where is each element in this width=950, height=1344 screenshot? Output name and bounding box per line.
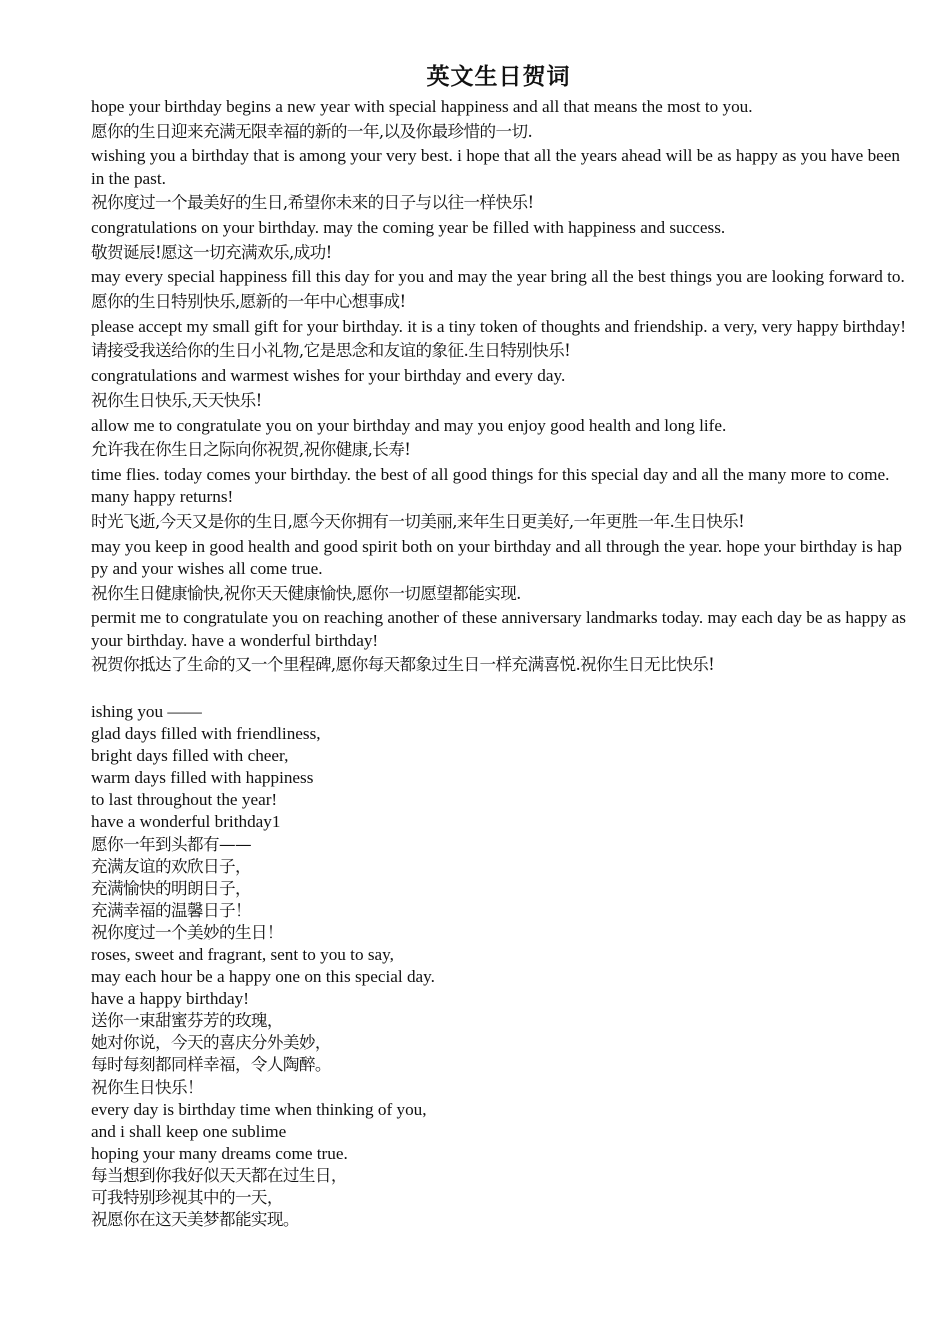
poem-line: 充满幸福的温馨日子！ xyxy=(91,900,251,920)
paragraph-en: may every special happiness fill this day for you and may the year bring all the best things you are looking forward to. xyxy=(91,267,905,287)
paragraph-zh: 祝你生日健康愉快,祝你天天健康愉快,愿你一切愿望都能实现. xyxy=(91,583,521,603)
paragraph-list xyxy=(91,96,906,677)
poem-line: to last throughout the year! xyxy=(91,790,278,810)
poem-line: 可我特别珍视其中的一天， xyxy=(91,1188,283,1207)
document-page xyxy=(91,58,906,1231)
poem-section xyxy=(91,701,906,1231)
paragraph-zh: 允许我在你生日之际向你祝贺,祝你健康,长寿! xyxy=(91,440,411,460)
paragraph-en: hope your birthday begins a new year with special happiness and all that means the most to you. xyxy=(91,97,753,116)
poem-line: ishing you —— xyxy=(91,701,202,721)
paragraph-zh: 愿你的生日特别快乐,愿新的一年中心想事成! xyxy=(91,292,406,312)
poem-line: 送你一束甜蜜芬芳的玫瑰， xyxy=(91,1011,283,1031)
poem-line: glad days filled with friendliness, xyxy=(91,724,321,744)
paragraph-zh: 祝你生日快乐,天天快乐! xyxy=(91,390,262,410)
poem-line: 祝你生日快乐！ xyxy=(91,1077,203,1097)
poem-line: 祝愿你在这天美梦都能实现。 xyxy=(91,1210,299,1230)
poem-line: may each hour be a happy one on this special day. xyxy=(91,967,435,987)
poem-line: have a wonderful brithday1 xyxy=(91,812,281,832)
poem-line: 每时每刻都同样幸福，令人陶醉。 xyxy=(91,1055,331,1075)
page-title: 英文生日贺词 xyxy=(426,64,571,90)
paragraph-en: congratulations on your birthday. may the coming year be filled with happiness and success. xyxy=(91,218,726,238)
paragraph-zh: 时光飞逝,今天又是你的生日,愿今天你拥有一切美丽,来年生日更美好,一年更胜一年.生日快乐! xyxy=(91,511,745,531)
poem-line: 每当想到你我好似天天都在过生日， xyxy=(91,1165,347,1185)
paragraph-en: allow me to congratulate you on your birthday and may you enjoy good health and long life. xyxy=(91,415,727,435)
poem-line: have a happy birthday! xyxy=(91,989,249,1009)
paragraph-zh: 祝贺你抵达了生命的又一个里程碑,愿你每天都象过生日一样充满喜悦.祝你生日无比快乐! xyxy=(91,655,715,675)
paragraph-en: wishing you a birthday that is among your very best. i hope that all the years ahead will be as happy as you have been in the past. xyxy=(91,146,901,188)
paragraph-zh: 祝你度过一个最美好的生日,希望你未来的日子与以往一样快乐! xyxy=(91,193,534,213)
poem-line: bright days filled with cheer, xyxy=(91,746,289,766)
paragraph-en: please accept my small gift for your birthday. it is a tiny token of thoughts and friendship. a very, very happy birthday! xyxy=(91,316,906,336)
poem-line: every day is birthday time when thinking of you, xyxy=(91,1099,427,1119)
poem-line: hoping your many dreams come true. xyxy=(91,1143,348,1163)
poem-line: roses, sweet and fragrant, sent to you to say, xyxy=(91,944,394,964)
poem-line: 她对你说，今天的喜庆分外美妙， xyxy=(91,1033,331,1053)
paragraph-en: may you keep in good health and good spirit both on your birthday and all through the year. hope your birthday is happy and your wishes all come true. xyxy=(91,536,902,578)
paragraph-zh: 愿你的生日迎来充满无限幸福的新的一年,以及你最珍惜的一切. xyxy=(91,121,533,141)
poem-line: and i shall keep one sublime xyxy=(91,1121,287,1141)
poem-line: warm days filled with happiness xyxy=(91,768,314,788)
paragraph-zh: 敬贺诞辰!愿这一切充满欢乐,成功! xyxy=(91,242,332,262)
paragraph-en: congratulations and warmest wishes for your birthday and every day. xyxy=(91,366,566,386)
poem-line: 充满友谊的欢欣日子， xyxy=(91,856,251,876)
poem-line: 祝你度过一个美妙的生日！ xyxy=(91,922,283,942)
paragraph-zh: 请接受我送给你的生日小礼物,它是思念和友谊的象征.生日特别快乐! xyxy=(91,341,571,361)
poem-line: 愿你一年到头都有—— xyxy=(91,834,251,854)
poem-line: 充满愉快的明朗日子， xyxy=(91,878,251,898)
blank-line xyxy=(91,679,906,701)
paragraph-en: time flies. today comes your birthday. the best of all good things for this special day and all the many more to come. many happy returns! xyxy=(91,464,890,507)
paragraph-en: permit me to congratulate you on reaching another of these anniversary landmarks today. may each day be as happy as your birthday. have a wonderful birthday! xyxy=(91,608,906,650)
